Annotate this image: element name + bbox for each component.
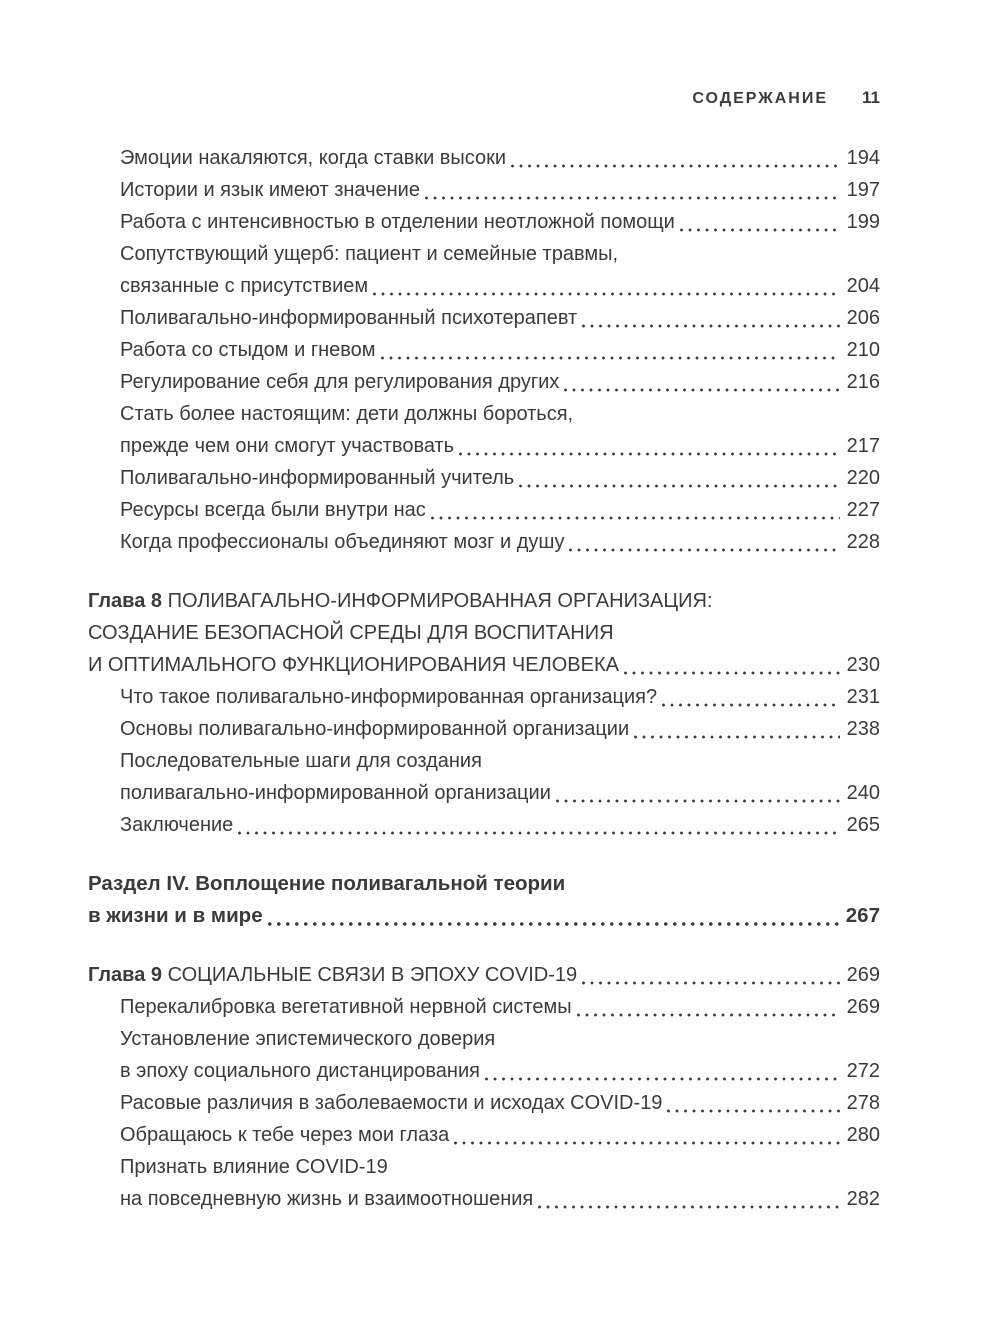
page-number: 282: [846, 1188, 880, 1210]
toc-line: [120, 238, 880, 270]
toc-entry-title: Перекалибровка вегетативной нервной системы: [120, 996, 572, 1018]
toc-entry-title: Поливагально-информированный психотерапевт: [120, 307, 578, 329]
toc-line: [88, 585, 880, 617]
toc-entry: [88, 462, 880, 494]
leader-dots: [268, 922, 839, 926]
page-number: 197: [846, 179, 880, 201]
leader-dots: [624, 671, 840, 675]
toc-line: [88, 649, 880, 681]
toc-entry: [88, 206, 880, 238]
toc-entry-title: И ОПТИМАЛЬНОГО ФУНКЦИОНИРОВАНИЯ ЧЕЛОВЕКА: [88, 654, 619, 676]
page-number: 216: [846, 371, 880, 393]
leader-dots: [564, 388, 839, 392]
toc-entry-title: Установление эпистемического доверия: [120, 1028, 496, 1050]
toc-entry-title: Стать более настоящим: дети должны бороться,: [120, 403, 574, 425]
leader-dots: [519, 484, 839, 488]
toc-line: [88, 959, 880, 991]
page-number: 267: [845, 904, 880, 927]
toc-line: [120, 1087, 880, 1119]
page-number: 238: [846, 718, 880, 740]
leader-dots: [381, 356, 840, 360]
toc-entry-title: Глава 9 СОЦИАЛЬНЫЕ СВЯЗИ В ЭПОХУ COVID-19: [88, 964, 578, 986]
toc-line: [120, 777, 880, 809]
toc-entry: [88, 174, 880, 206]
leader-dots: [634, 735, 839, 739]
toc-entry-title: Раздел IV. Воплощение поливагальной теории: [88, 872, 566, 895]
toc-entry: [88, 334, 880, 366]
page-number: 227: [846, 499, 880, 521]
page-number: 231: [846, 686, 880, 708]
leader-dots: [582, 324, 839, 328]
toc-entry-title: Когда профессионалы объединяют мозг и душу: [120, 531, 565, 553]
page-number: 280: [846, 1124, 880, 1146]
toc-line: [120, 206, 880, 238]
page-number: 240: [846, 782, 880, 804]
toc-entry: [88, 526, 880, 558]
running-head: [88, 88, 880, 108]
toc-page: [88, 88, 880, 1215]
toc-line: [120, 430, 880, 462]
toc-line: [88, 617, 880, 649]
toc-entry-title: Заключение: [120, 814, 234, 836]
page-number: 278: [846, 1092, 880, 1114]
leader-dots: [577, 1013, 840, 1017]
leader-dots: [459, 452, 840, 456]
toc-entry-title: Расовые различия в заболеваемости и исходах COVID-19: [120, 1092, 663, 1114]
running-head-title: СОДЕРЖАНИЕ: [692, 90, 829, 107]
toc-line: [120, 302, 880, 334]
toc-entry-title: в жизни и в мире: [88, 904, 263, 927]
toc-line: [120, 366, 880, 398]
toc-entry: [88, 142, 880, 174]
toc-entry: [88, 681, 880, 713]
toc-line: [120, 809, 880, 841]
toc-entry: [88, 366, 880, 398]
toc-entry-title: прежде чем они смогут участвовать: [120, 435, 455, 457]
toc-entry-title: на повседневную жизнь и взаимоотношения: [120, 1188, 534, 1210]
toc-line: [120, 1119, 880, 1151]
toc-line: [88, 900, 880, 932]
toc-line: [120, 1055, 880, 1087]
toc-line: [120, 398, 880, 430]
leader-dots: [238, 831, 839, 835]
toc-line: [120, 1023, 880, 1055]
page-number: 265: [846, 814, 880, 836]
toc-line: [120, 991, 880, 1023]
toc-line: [120, 681, 880, 713]
page-number: 210: [846, 339, 880, 361]
leader-dots: [680, 228, 840, 232]
toc-entry-title: Работа с интенсивностью в отделении неотложной помощи: [120, 211, 675, 233]
toc-line: [120, 174, 880, 206]
chapter-label: Глава 9: [88, 964, 168, 986]
toc-entry-title: в эпоху социального дистанцирования: [120, 1060, 480, 1082]
toc-entry-title: Что такое поливагально-информированная организация?: [120, 686, 658, 708]
page-number: 206: [846, 307, 880, 329]
leader-dots: [556, 799, 840, 803]
leader-dots: [485, 1077, 840, 1081]
leader-dots: [511, 164, 840, 168]
toc-entry: [88, 1087, 880, 1119]
running-head-page-number: 11: [862, 88, 880, 107]
toc-line: [120, 1183, 880, 1215]
toc-entry-title: Глава 8 ПОЛИВАГАЛЬНО-ИНФОРМИРОВАННАЯ ОРГАНИЗАЦИЯ:: [88, 590, 713, 612]
toc-line: [120, 1151, 880, 1183]
toc-line: [88, 868, 880, 900]
toc-chapter-entry: [88, 959, 880, 991]
toc-line: [120, 462, 880, 494]
toc-entry: [88, 494, 880, 526]
toc-entry-title: Регулирование себя для регулирования других: [120, 371, 560, 393]
toc-entry-title: Эмоции накаляются, когда ставки высоки: [120, 147, 507, 169]
toc-entry-title: связанные с присутствием: [120, 275, 369, 297]
leader-dots: [425, 196, 840, 200]
toc-line: [120, 494, 880, 526]
toc-entry: [88, 991, 880, 1023]
leader-dots: [454, 1141, 839, 1145]
toc-entry-title: Поливагально-информированный учитель: [120, 467, 515, 489]
toc-entry-title: поливагально-информированной организации: [120, 782, 551, 804]
leader-dots: [582, 981, 840, 985]
toc-entry-title: Последовательные шаги для создания: [120, 750, 482, 772]
leader-dots: [667, 1109, 839, 1113]
toc-entry: [88, 713, 880, 745]
toc-line: [120, 526, 880, 558]
toc-entry-title: Истории и язык имеют значение: [120, 179, 420, 201]
toc-entry-title: СОЗДАНИЕ БЕЗОПАСНОЙ СРЕДЫ ДЛЯ ВОСПИТАНИЯ: [88, 622, 614, 644]
toc-entry: [88, 398, 880, 462]
toc-entry: [88, 302, 880, 334]
page-number: 228: [846, 531, 880, 553]
leader-dots: [569, 548, 839, 552]
toc-entry-title: Признать влияние COVID-19: [120, 1156, 388, 1178]
toc-line: [120, 334, 880, 366]
leader-dots: [373, 292, 840, 296]
toc-entry: [88, 1119, 880, 1151]
page-number: 217: [846, 435, 880, 457]
toc-line: [120, 745, 880, 777]
page-number: 230: [846, 654, 880, 676]
toc-entry-title: Обращаюсь к тебе через мои глаза: [120, 1124, 450, 1146]
toc-chapter-entry: [88, 585, 880, 681]
page-number: 269: [846, 964, 880, 986]
page-number: 194: [846, 147, 880, 169]
toc-entry-title: Работа со стыдом и гневом: [120, 339, 376, 361]
toc-line: [120, 713, 880, 745]
page-number: 220: [846, 467, 880, 489]
toc-entry: [88, 238, 880, 302]
page-number: 204: [846, 275, 880, 297]
toc-list: [88, 142, 880, 1215]
leader-dots: [662, 703, 840, 707]
page-number: 269: [846, 996, 880, 1018]
toc-part-entry: [88, 868, 880, 932]
toc-line: [120, 142, 880, 174]
chapter-label: Глава 8: [88, 590, 168, 612]
toc-entry: [88, 1023, 880, 1087]
toc-entry: [88, 809, 880, 841]
toc-line: [120, 270, 880, 302]
toc-entry-title: Основы поливагально-информированной организации: [120, 718, 630, 740]
toc-entry-title: Ресурсы всегда были внутри нас: [120, 499, 426, 521]
leader-dots: [538, 1205, 839, 1209]
toc-entry-title: Сопутствующий ущерб: пациент и семейные травмы,: [120, 243, 619, 265]
page-number: 199: [846, 211, 880, 233]
toc-entry: [88, 1151, 880, 1215]
toc-entry: [88, 745, 880, 809]
leader-dots: [431, 516, 840, 520]
page-number: 272: [846, 1060, 880, 1082]
